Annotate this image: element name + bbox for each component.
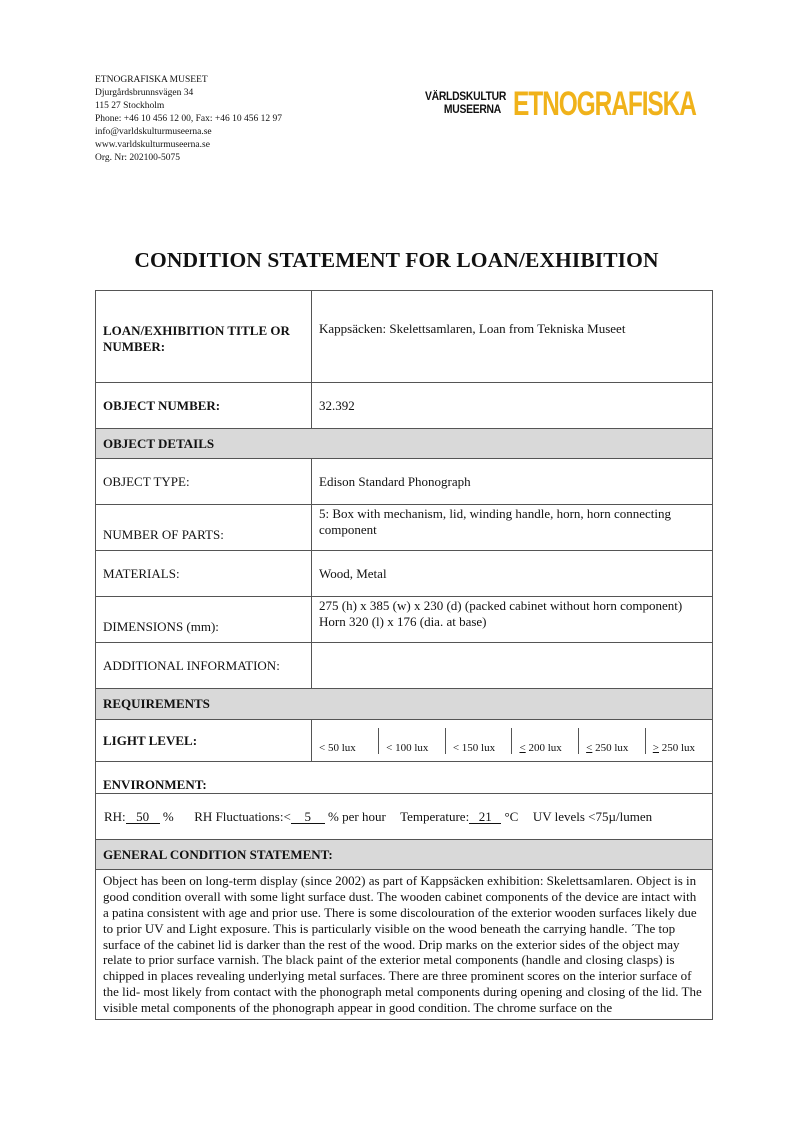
address-line: Phone: +46 10 456 12 00, Fax: +46 10 456 12 97 — [95, 114, 282, 124]
logo-line2: MUSEERNA — [443, 104, 501, 116]
light-option: > 250 lux — [652, 741, 696, 754]
general-condition-text: Object has been on long-term display (since 2002) as part of Kappsäcken exhibition: Skelettsamlaren. Object is in good condition overall with some light surface dust. The wooden cabinet components of the device are intact with a patina consistent with age and prior use. There is some discolouration of the exterior wooden surfaces likely due to prior UV and Light exposure. This is particularly visible on the wood beneath the carrying handle. ´The top surface of the cabinet lid is darker than the rest of the wood. Drip marks on the exterior sides of the object may relate to prior surface varnish. The black paint of the exterior metal components (handle and closing clasps) is chipped in places revealing underlying metal surfaces. There are three prominent scores on the interior surface of the lid- most likely from contact with the phonograph metal components during opening and closing of the lid. The visible metal components of the phonograph appear in good condition. The chrome surface on the — [96, 870, 713, 1020]
logo-wordmark-small — [425, 91, 506, 117]
dimensions-value: 275 (h) x 385 (w) x 230 (d) (packed cabinet without horn component) Horn 320 (l) x 176 (dia. at base) — [312, 597, 713, 643]
address-line: Djurgårdsbrunnsvägen 34 — [95, 88, 194, 98]
loan-title-label: LOAN/EXHIBITION TITLE OR NUMBER: — [96, 291, 312, 383]
light-level-label: LIGHT LEVEL: — [96, 720, 312, 762]
light-option: < 250 lux — [579, 728, 646, 754]
temperature-unit: °C — [504, 808, 519, 824]
logo-wordmark-big: ETNOGRAFISKA — [513, 85, 696, 123]
loan-title-value: Kappsäcken: Skelettsamlaren, Loan from Tekniska Museet — [312, 291, 713, 383]
address-line: 115 27 Stockholm — [95, 101, 165, 111]
rh-label: RH: — [104, 808, 126, 824]
materials-label: MATERIALS: — [96, 551, 312, 597]
temperature-value: 21 — [469, 810, 501, 824]
light-option: < 150 lux — [445, 728, 512, 754]
address-line: ETNOGRAFISKA MUSEET — [95, 75, 208, 85]
light-option: < 50 lux — [312, 728, 379, 754]
materials-value: Wood, Metal — [312, 551, 713, 597]
general-condition-heading: GENERAL CONDITION STATEMENT: — [96, 840, 713, 870]
address-line: www.varldskulturmuseerna.se — [95, 140, 210, 150]
rh-fluctuations-label: RH Fluctuations:< — [194, 808, 291, 824]
rh-fluctuations-value: 5 — [291, 810, 325, 824]
condition-form — [95, 290, 713, 1020]
logo-line1: VÄRLDSKULTUR — [425, 91, 507, 103]
light-option: < 100 lux — [379, 728, 446, 754]
museum-address — [95, 74, 282, 165]
environment-heading: ENVIRONMENT: — [96, 762, 713, 794]
environment-values — [96, 794, 713, 840]
light-option: < 200 lux — [512, 728, 579, 754]
additional-info-value — [312, 643, 713, 689]
light-level-options — [312, 720, 713, 762]
additional-info-label: ADDITIONAL INFORMATION: — [96, 643, 312, 689]
parts-label: NUMBER OF PARTS: — [96, 505, 312, 551]
temperature-label: Temperature: — [400, 808, 470, 824]
object-number-value: 32.392 — [312, 383, 713, 429]
page-title: CONDITION STATEMENT FOR LOAN/EXHIBITION — [134, 248, 659, 272]
dimensions-label: DIMENSIONS (mm): — [96, 597, 312, 643]
object-number-label: OBJECT NUMBER: — [96, 383, 312, 429]
address-line: Org. Nr: 202100-5075 — [95, 153, 181, 163]
requirements-heading: REQUIREMENTS — [96, 689, 713, 720]
uv-levels: UV levels <75µ/lumen — [532, 808, 653, 824]
address-line: info@varldskulturmuseerna.se — [95, 127, 212, 137]
object-details-heading: OBJECT DETAILS — [96, 429, 713, 459]
object-type-value: Edison Standard Phonograph — [312, 459, 713, 505]
museum-logo — [425, 84, 767, 124]
rh-fluctuations-unit: % per hour — [328, 808, 386, 824]
object-type-label: OBJECT TYPE: — [96, 459, 312, 505]
rh-value: 50 — [126, 810, 160, 824]
rh-unit: % — [162, 808, 174, 824]
parts-value: 5: Box with mechanism, lid, winding handle, horn, horn connecting component — [312, 505, 713, 551]
